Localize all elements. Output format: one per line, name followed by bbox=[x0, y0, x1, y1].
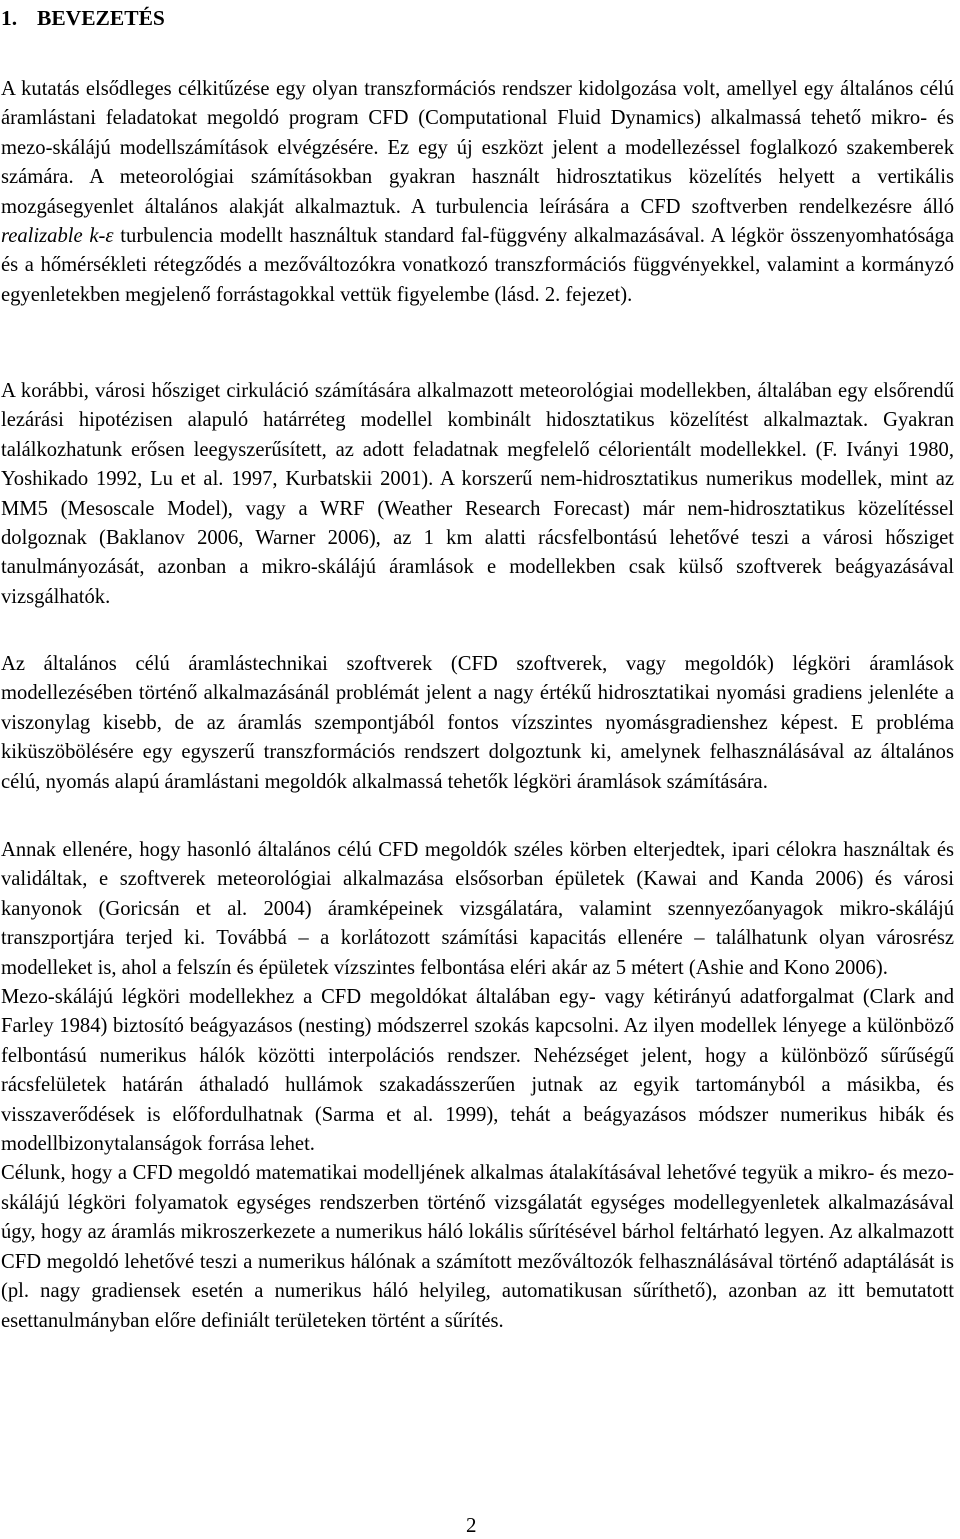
paragraph-4-text-c: Célunk, hogy a CFD megoldó matematikai modelljének alkalmas átalakításával lehetővé tegyük a mikro- és mezo-skálájú légköri folyamatok egységes rendszerben történő vizsgálatát egységes modellegyenletek alkalmazásával úgy, hogy az áramlás mikroszerkezete a numerikus háló lokális sűrítésével bárhol feltárható legyen. Az alkalmazott CFD megoldó lehetővé teszi a numerikus hálónak a számított mezőváltozók felhasználásával történő adaptálását is (pl. nagy gradiensek esetén a numerikus háló helyileg, automatikusan sűríthető), azonban az itt bemutatott esettanulmányban előre definiált területeken történt a sűrítés. bbox=[1, 1162, 954, 1332]
paragraph-4-text-b: Mezo-skálájú légköri modellekhez a CFD megoldókat általában egy- vagy kétirányú adatforgalmat (Clark and Farley 1984) biztosító beágyazásos (nesting) módszerrel szokás kapcsolni. Az ilyen modellek lényege a különböző felbontású numerikus hálók közötti interpolációs rendszer. Nehézséget jelent, hogy a különböző sűrűségű rácsfelületek határán áthaladó hullámok szakadásszerűen jutnak az egyik tartományból a másikba, és visszaverődések is előfordulhatnak (Sarma et al. 1999), tehát a beágyazásos módszer numerikus hibák és modellbizonytalanságok forrása lehet. bbox=[1, 986, 954, 1156]
paragraph-1-text-a: A kutatás elsődleges célkitűzése egy olyan transzformációs rendszer kidolgozása volt, amellyel egy általános célú áramlástani feladatokat megoldó program CFD (Computational Fluid Dynamics) alkalmassá tehető mikro- és mezo-skálájú modellszámítások elvégzésére. Ez egy új eszközt jelent a modellezéssel foglalkozó szakemberek számára. A meteorológiai számításokban gyakran használt hidrosztatikus közelítés helyett a vertikális mozgásegyenlet általános alakját alkalmaztuk. A turbulencia leírására a CFD szoftverben rendelkezésre álló bbox=[1, 78, 954, 218]
page-number: 2 bbox=[466, 1513, 477, 1537]
section-title: BEVEZETÉS bbox=[37, 6, 165, 30]
paragraph-1 bbox=[1, 75, 954, 310]
paragraph-1-italic-term: realizable k-ε bbox=[1, 225, 114, 248]
section-heading bbox=[1, 4, 165, 32]
section-number: 1. bbox=[1, 6, 18, 30]
paragraph-4 bbox=[1, 836, 954, 1336]
paragraph-2: A korábbi, városi hősziget cirkuláció számítására alkalmazott meteorológiai modellekben, általában egy elsőrendű lezárási hipotézisen alapuló határréteg modellel kombinált hidosztatikus közelítést alkalmaztak. Gyakran találkozhatunk erősen leegyszerűsített, az adott feladatnak megfelelő célorientált modellekkel. (F. Iványi 1980, Yoshikado 1992, Lu et al. 1997, Kurbatskii 2001). A korszerű nem-hidrosztatikus numerikus modellek, mint az MM5 (Mesoscale Model), vagy a WRF (Weather Research Forecast) már nem-hidrosztatikus közelítéssel dolgoznak (Baklanov 2006, Warner 2006), az 1 km alatti rácsfelbontású lehetővé teszi a városi hősziget tanulmányozását, azonban a mikro-skálájú áramlások e modellekben csak külső szoftverek beágyazásával vizsgálhatók. bbox=[1, 380, 954, 608]
paragraph-1-text-b: turbulencia modellt használtuk standard fal-függvény alkalmazásával. A légkör összenyomhatósága és a hőmérsékleti rétegződés a mezőváltozókra vonatkozó transzformációs függvényekkel, valamint a kormányzó egyenletekben megjelenő forrástagokkal vettük figyelembe (lásd. 2. fejezet). bbox=[1, 225, 954, 306]
paragraph-3: Az általános célú áramlástechnikai szoftverek (CFD szoftverek, vagy megoldók) légköri áramlások modellezésében történő alkalmazásánál problémát jelent a nagy értékű hidrosztatikai nyomási gradiens jelenléte a viszonylag kisebb, de az áramlás szempontjából fontos vízszintes nyomásgradienshez képest. E probléma kiküszöbölésére egy egyszerű transzformációs rendszert dolgoztunk ki, amelynek felhasználásával az általános célú, nyomás alapú áramlástani megoldók alkalmassá tehetők légköri áramlások számítására. bbox=[1, 653, 954, 793]
paragraph-4-text-a: Annak ellenére, hogy hasonló általános célú CFD megoldók széles körben elterjedtek, ipari célokra használtak és validáltak, e szoftverek meteorológiai alkalmazása elsősorban épületek (Kawai and Kanda 2006) és városi kanyonok (Goricsán et al. 2004) áramképeinek vizsgálatára, valamint szennyezőanyagok mikro-skálájú transzportjára terjed ki. Továbbá – a korlátozott számítási kapacitás ellenére – találhatunk olyan városrész modelleket is, ahol a felszín és épületek vízszintes felbontása eléri akár az 5 métert (Ashie and Kono 2006). bbox=[1, 839, 954, 979]
